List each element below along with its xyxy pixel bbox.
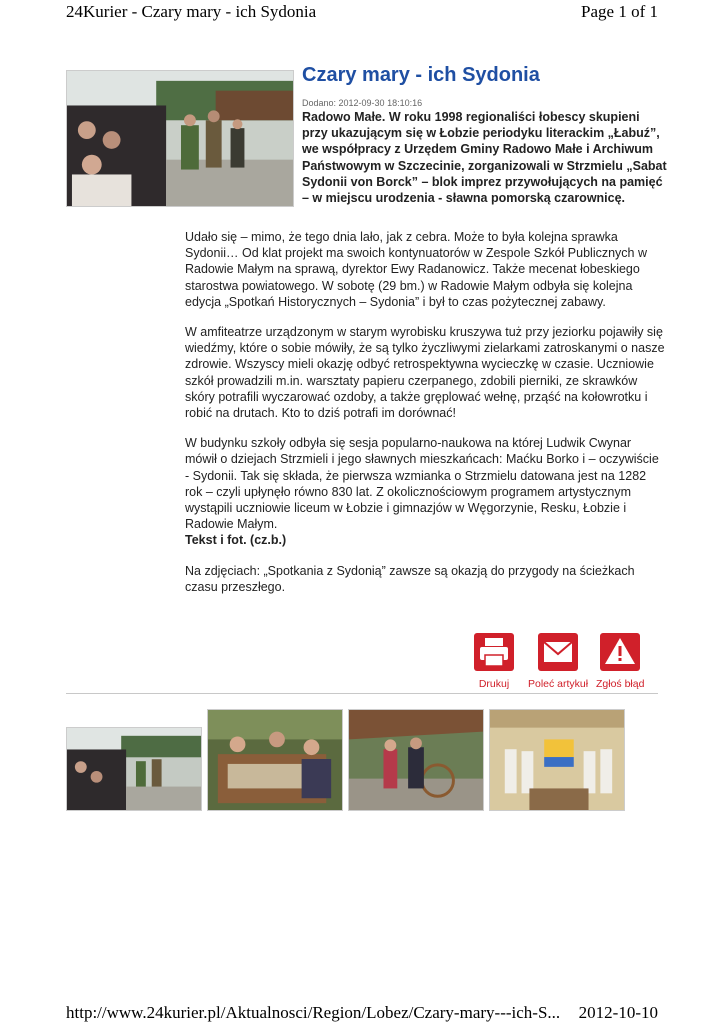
article-body xyxy=(185,229,665,609)
print-footer-date: 2012-10-10 xyxy=(578,1003,658,1022)
recommend-label: Poleć artykuł xyxy=(528,678,589,690)
photo-caption: Na zdjęciach: „Spotkania z Sydonią” zawsze są okazją do przygody na ścieżkach czasu przeszłego. xyxy=(185,563,635,594)
main-article-photo[interactable] xyxy=(66,70,294,207)
gallery-thumbnail[interactable] xyxy=(348,709,484,811)
print-button[interactable] xyxy=(474,633,514,690)
printer-icon xyxy=(474,633,514,671)
print-header-page-number: Page 1 of 1 xyxy=(581,2,658,21)
article-paragraph: W amfiteatrze urządzonym w starym wyrobisku kruszywa tuż przy jeziorku pojawiły się wiedźmy, które o sobie mówiły, że są tylko życzliwymi zielarkami zatroskanymi o nasze zdrowie. Wszyscy mieli okazję odbyć retrospektywna wycieczkę w czasie. Uczniowie szkół prowadzili m.in. warsztaty papieru czerpanego, zdobili pierniki, ze skrawków skóry potrafili wyczarować ozdoby, a także gręplować wełnę, prząść na kołowrotku i robić na drutach. Kto to dziś potrafi im dorównać! xyxy=(185,325,665,421)
article-lead: Radowo Małe. W roku 1998 regionaliści łobescy skupieni przy ukazującym się w Łobzie periodyku literackim „Łabuź”, we współpracy z Urzędem Gminy Radowo Małe i Archiwum Państwowym w Szczecinie, zorganizowali w Strzmielu „Sabat Sydonii von Borck” – blok imprez przywołujących na pamięć – w miejscu urodzenia - sławna pomorską czarownicę. xyxy=(302,110,667,206)
report-error-button[interactable] xyxy=(596,633,644,690)
gallery-thumbnail[interactable] xyxy=(66,727,202,811)
gallery-thumbnail[interactable] xyxy=(207,709,343,811)
article-paragraph: Udało się – mimo, że tego dnia lało, jak z cebra. Może to była kolejna sprawka Sydonii… Od klat projekt ma swoich kontynuatorów w Zespole Szkół Publicznych w Radowie Małym na sprawą, dyrektor Ewy Radanowicz. Także mecenat łobeskiego starostwa powiatowego. W sobotę (29 bm.) w Radowie Małym odbyła się kolejna edycja „Spotkań Historycznych – Sydonia” i był to czas pożytecznej zabawy. xyxy=(185,230,648,309)
article-credit: Tekst i fot. (cz.b.) xyxy=(185,533,287,548)
gallery-thumbnail[interactable] xyxy=(489,709,625,811)
article-paragraph: W budynku szkoły odbyła się sesja popularno-naukowa na której Ludwik Cwynar mówił o dziejach Strzmieli i jego sławnych mieszkańcach: Maćku Borko i – oczywiście - Sydonii. Tak się składa, że pierwsza wzmianka o Strzmielu datowana jest na 1282 rok – czyli upłynęło równo 830 lat. Z okolicznościowym programem artystycznym wystąpili uczniowie liceum w Łobzie i gimnazjów w Węgorzynie, Resku, Łobzie i Radowie Małym. xyxy=(185,436,659,532)
print-label: Drukuj xyxy=(478,678,510,690)
article-tools xyxy=(470,633,670,693)
print-header-title: 24Kurier - Czary mary - ich Sydonia xyxy=(66,2,317,21)
envelope-icon xyxy=(538,633,578,671)
divider xyxy=(66,693,658,694)
article-date-added: Dodano: 2012-09-30 18:10:16 xyxy=(302,98,423,108)
article-title: Czary mary - ich Sydonia xyxy=(302,64,540,86)
recommend-article-button[interactable] xyxy=(528,633,588,690)
print-footer-url: http://www.24kurier.pl/Aktualnosci/Region/Lobez/Czary-mary---ich-S... xyxy=(66,1003,561,1022)
report-error-label: Zgłoś błąd xyxy=(596,678,645,690)
warning-icon xyxy=(600,633,640,671)
